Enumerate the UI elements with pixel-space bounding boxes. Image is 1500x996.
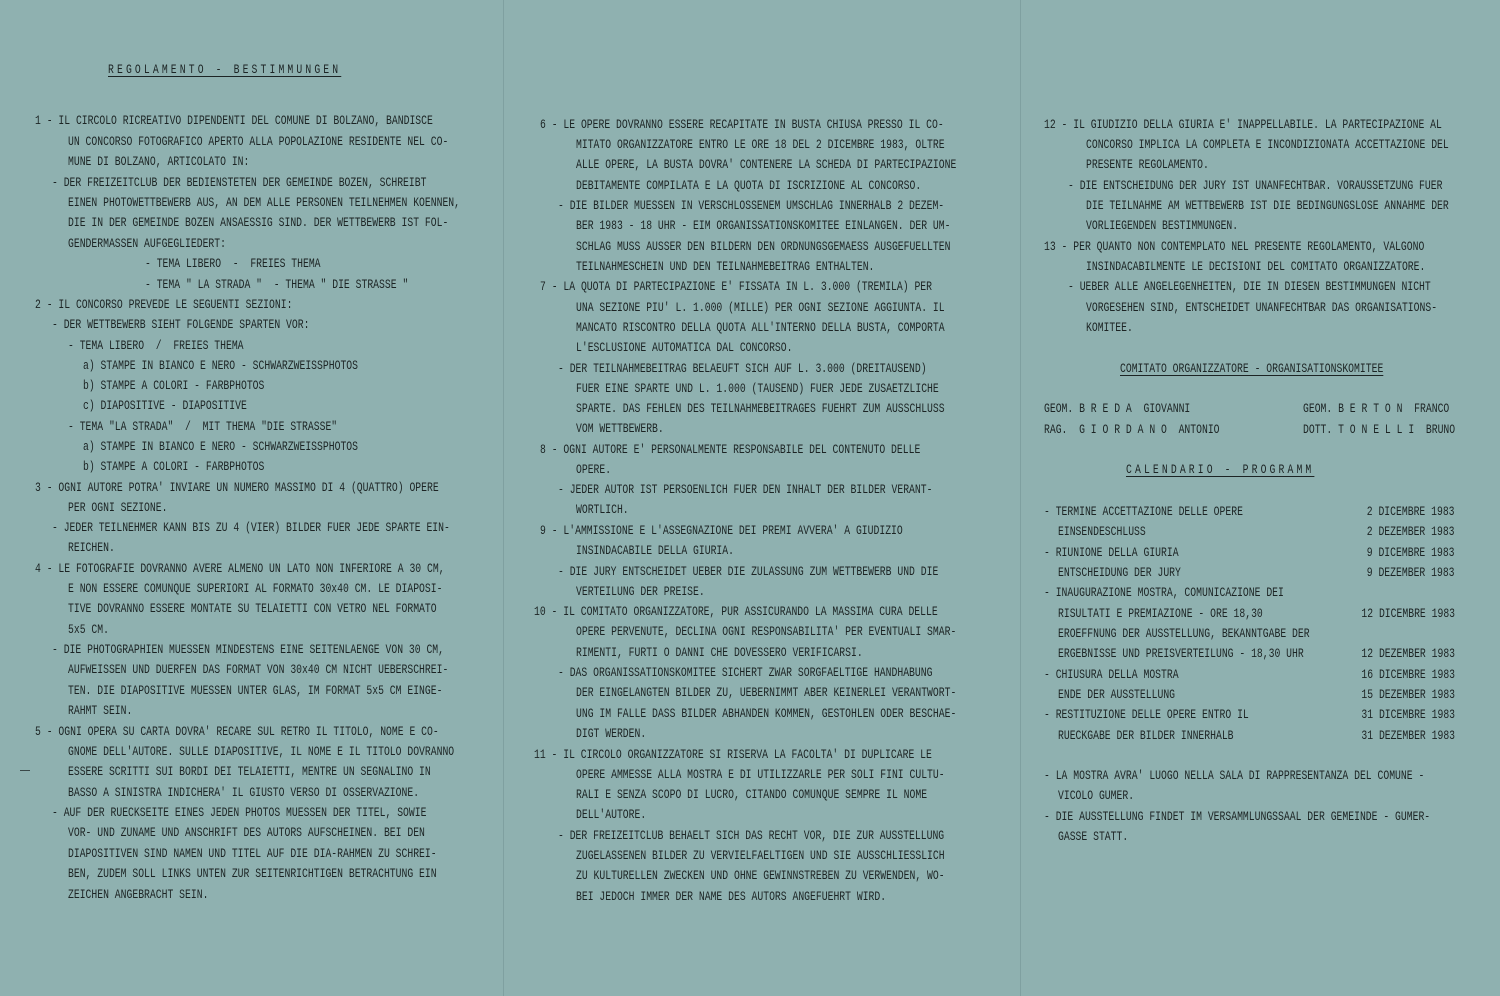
col3-text-line: GASSE STATT.: [1058, 830, 1129, 844]
col1-text-line: 2 - IL CONCORSO PREVEDE LE SEGUENTI SEZIONI:: [35, 298, 293, 312]
fold-line-left: [503, 0, 504, 996]
col1-text-line: - AUF DER RUECKSEITE EINES JEDEN PHOTOS MUESSEN DER TITEL, SOWIE: [52, 806, 427, 820]
col1-text-line: 5x5 CM.: [68, 623, 109, 637]
col2-text-line: UNG IM FALLE DASS BILDER ABHANDEN KOMMEN, GESTOHLEN ODER BESCHAE-: [576, 707, 957, 721]
col1-text-line: TIVE DOVRANNO ESSERE MONTATE SU TELAIETTI CON VETRO NEL FORMATO: [68, 602, 437, 616]
col1-text-line: 1 - IL CIRCOLO RICREATIVO DIPENDENTI DEL COMUNE DI BOLZANO, BANDISCE: [35, 114, 433, 128]
col3-text-line: - CHIUSURA DELLA MOSTRA: [1044, 668, 1179, 682]
col2-text-line: SPARTE. DAS FEHLEN DES TEILNAHMEBEITRAGES FUEHRT ZUM AUSSCHLUSS: [576, 402, 945, 416]
col1-text-line: DIE IN DER GEMEINDE BOZEN ANSAESSIG SIND. DER WETTBEWERB IST FOL-: [68, 216, 449, 230]
col3-text-line: EROEFFNUNG DER AUSSTELLUNG, BEKANNTGABE DER: [1058, 627, 1310, 641]
col3-text-line: - DIE AUSSTELLUNG FINDET IM VERSAMMLUNGSSAAL DER GEMEINDE - GUMER-: [1044, 810, 1431, 824]
col1-text-line: TEN. DIE DIAPOSITIVE MUESSEN UNTER GLAS, IM FORMAT 5x5 CM EINGE-: [68, 684, 443, 698]
col3-text-line: CALENDARIO - PROGRAMM: [1126, 463, 1315, 477]
col2-text-line: 8 - OGNI AUTORE E' PERSONALMENTE RESPONSABILE DEL CONTENUTO DELLE: [540, 443, 921, 457]
col2-text-line: - DIE BILDER MUESSEN IN VERSCHLOSSENEM UMSCHLAG INNERHALB 2 DEZEM-: [558, 199, 945, 213]
col1-text-line: AUFWEISSEN UND DUERFEN DAS FORMAT VON 30x40 CM NICHT UEBERSCHREI-: [68, 663, 449, 677]
col1-text-line: - TEMA " LA STRADA " - THEMA " DIE STRASSE ": [145, 278, 409, 292]
col3-text-line: - RIUNIONE DELLA GIURIA: [1044, 546, 1179, 560]
col2-text-line: UNA SEZIONE PIU' L. 1.000 (MILLE) PER OGNI SEZIONE AGGIUNTA. IL: [576, 301, 945, 315]
col2-text-line: ZU KULTURELLEN ZWECKEN UND OHNE GEWINNSTREBEN ZU VERWENDEN, WO-: [576, 869, 945, 883]
col2-text-line: DER EINGELANGTEN BILDER ZU, UEBERNIMMT ABER KEINERLEI VERANTWORT-: [576, 686, 957, 700]
col3-text-line: VICOLO GUMER.: [1058, 789, 1135, 803]
calendar-date: 16 DICEMBRE 1983: [1361, 668, 1455, 682]
col1-text-line: 4 - LE FOTOGRAFIE DOVRANNO AVERE ALMENO UN LATO NON INFERIORE A 30 CM,: [35, 562, 445, 576]
col1-text-line: - TEMA "LA STRADA" / MIT THEMA "DIE STRASSE": [68, 420, 338, 434]
calendar-date: 15 DEZEMBER 1983: [1361, 688, 1455, 702]
col2-text-line: WORTLICH.: [576, 503, 629, 517]
col1-text-line: GNOME DELL'AUTORE. SULLE DIAPOSITIVE, IL NOME E IL TITOLO DOVRANNO: [68, 745, 455, 759]
col1-text-line: ESSERE SCRITTI SUI BORDI DEI TELAIETTI, MENTRE UN SEGNALINO IN: [68, 765, 431, 779]
col3-text-line: INSINDACABILMENTE LE DECISIONI DEL COMITATO ORGANIZZATORE.: [1086, 260, 1426, 274]
col2-text-line: MANCATO RISCONTRO DELLA QUOTA ALL'INTERNO DELLA BUSTA, COMPORTA: [576, 321, 945, 335]
col1-text-line: - DER FREIZEITCLUB DER BEDIENSTETEN DER GEMEINDE BOZEN, SCHREIBT: [52, 176, 427, 190]
col3-text-line: - TERMINE ACCETTAZIONE DELLE OPERE: [1044, 505, 1243, 519]
col1-text-line: a) STAMPE IN BIANCO E NERO - SCHWARZWEISSPHOTOS: [83, 440, 358, 454]
col2-text-line: - DER FREIZEITCLUB BEHAELT SICH DAS RECHT VOR, DIE ZUR AUSSTELLUNG: [558, 829, 945, 843]
col1-text-line: b) STAMPE A COLORI - FARBPHOTOS: [83, 460, 265, 474]
col3-text-line: VORGESEHEN SIND, ENTSCHEIDET UNANFECHTBAR DAS ORGANISATIONS-: [1086, 301, 1438, 315]
col3-text-line: RISULTATI E PREMIAZIONE - ORE 18,30: [1058, 607, 1263, 621]
col2-text-line: 7 - LA QUOTA DI PARTECIPAZIONE E' FISSATA IN L. 3.000 (TREMILA) PER: [540, 280, 933, 294]
col3-text-line: PRESENTE REGOLAMENTO.: [1086, 158, 1209, 172]
col3-text-line: COMITATO ORGANIZZATORE - ORGANISATIONSKOMITEE: [1120, 362, 1384, 376]
col2-text-line: RIMENTI, FURTI O DANNI CHE DOVESSERO VERIFICARSI.: [576, 646, 863, 660]
col2-text-line: MITATO ORGANIZZATORE ENTRO LE ORE 18 DEL 2 DICEMBRE 1983, OLTRE: [576, 138, 945, 152]
col1-text-line: - TEMA LIBERO / FREIES THEMA: [68, 339, 244, 353]
col2-text-line: - DIE JURY ENTSCHEIDET UEBER DIE ZULASSUNG ZUM WETTBEWERB UND DIE: [558, 565, 939, 579]
col2-text-line: VERTEILUNG DER PREISE.: [576, 585, 705, 599]
col2-text-line: OPERE.: [576, 463, 612, 477]
col3-text-line: 13 - PER QUANTO NON CONTEMPLATO NEL PRESENTE REGOLAMENTO, VALGONO: [1044, 240, 1425, 254]
col3-text-line: 12 - IL GIUDIZIO DELLA GIURIA E' INAPPELLABILE. LA PARTECIPAZIONE AL: [1044, 118, 1442, 132]
col2-text-line: ALLE OPERE, LA BUSTA DOVRA' CONTENERE LA SCHEDA DI PARTECIPAZIONE: [576, 158, 957, 172]
col2-text-line: DEBITAMENTE COMPILATA E LA QUOTA DI ISCRIZIONE AL CONCORSO.: [576, 179, 922, 193]
calendar-date: 9 DEZEMBER 1983: [1367, 566, 1455, 580]
col1-text-line: PER OGNI SEZIONE.: [68, 501, 168, 515]
col1-text-line: BASSO A SINISTRA INDICHERA' IL GIUSTO VERSO DI OSSERVAZIONE.: [68, 786, 420, 800]
calendar-date: 12 DICEMBRE 1983: [1361, 607, 1455, 621]
col2-text-line: BER 1983 - 18 UHR - EIM ORGANISSATIONSKOMITEE EINLANGEN. DER UM-: [576, 219, 951, 233]
col2-text-line: ZUGELASSENEN BILDER ZU VERVIELFAELTIGEN UND SIE AUSSCHLIESSLICH: [576, 849, 945, 863]
col1-text-line: c) DIAPOSITIVE - DIAPOSITIVE: [83, 399, 247, 413]
col2-text-line: VOM WETTBEWERB.: [576, 422, 664, 436]
calendar-date: 31 DICEMBRE 1983: [1361, 708, 1455, 722]
col1-text-line: REGOLAMENTO - BESTIMMUNGEN: [108, 63, 342, 77]
col3-text-line: GEOM. B R E D A GIOVANNI: [1044, 402, 1191, 416]
col1-text-line: E NON ESSERE COMUNQUE SUPERIORI AL FORMATO 30x40 CM. LE DIAPOSI-: [68, 582, 443, 596]
col1-text-line: RAHMT SEIN.: [68, 704, 133, 718]
col3-text-line: - INAUGURAZIONE MOSTRA, COMUNICAZIONE DEI: [1044, 586, 1284, 600]
col2-text-line: DELL'AUTORE.: [576, 808, 647, 822]
col2-text-line: 10 - IL COMITATO ORGANIZZATORE, PUR ASSICURANDO LA MASSIMA CURA DELLE: [534, 605, 938, 619]
margin-mark: [20, 770, 30, 771]
col1-text-line: b) STAMPE A COLORI - FARBPHOTOS: [83, 379, 265, 393]
col1-text-line: - JEDER TEILNEHMER KANN BIS ZU 4 (VIER) BILDER FUER JEDE SPARTE EIN-: [52, 521, 450, 535]
col1-text-line: MUNE DI BOLZANO, ARTICOLATO IN:: [68, 155, 250, 169]
col2-text-line: 11 - IL CIRCOLO ORGANIZZATORE SI RISERVA LA FACOLTA' DI DUPLICARE LE: [534, 748, 932, 762]
col3-text-line: ERGEBNISSE UND PREISVERTEILUNG - 18,30 UHR: [1058, 647, 1304, 661]
col1-text-line: GENDERMASSEN AUFGEGLIEDERT:: [68, 237, 226, 251]
col2-text-line: SCHLAG MUSS AUSSER DEN BILDERN DEN ORDNUNGSGEMAESS AUSGEFUELLTEN: [576, 240, 951, 254]
calendar-date: 2 DICEMBRE 1983: [1367, 505, 1455, 519]
col1-text-line: EINEN PHOTOWETTBEWERB AUS, AN DEM ALLE PERSONEN TEILNEHMEN KOENNEN,: [68, 196, 461, 210]
col2-text-line: - DAS ORGANISSATIONSKOMITEE SICHERT ZWAR SORGFAELTIGE HANDHABUNG: [558, 666, 933, 680]
col2-text-line: - DER TEILNAHMEBEITRAG BELAEUFT SICH AUF L. 3.000 (DREITAUSEND): [558, 362, 927, 376]
calendar-date: 9 DICEMBRE 1983: [1367, 546, 1455, 560]
col2-text-line: L'ESCLUSIONE AUTOMATICA DAL CONCORSO.: [576, 341, 793, 355]
col3-text-line: - DIE ENTSCHEIDUNG DER JURY IST UNANFECHTBAR. VORAUSSETZUNG FUER: [1068, 179, 1443, 193]
col3-text-line: EINSENDESCHLUSS: [1058, 525, 1146, 539]
col1-text-line: BEN, ZUDEM SOLL LINKS UNTEN ZUR SEITENRICHTIGEN BETRACHTUNG EIN: [68, 867, 437, 881]
col2-text-line: OPERE PERVENUTE, DECLINA OGNI RESPONSABILITA' PER EVENTUALI SMAR-: [576, 625, 957, 639]
col2-text-line: DIGT WERDEN.: [576, 727, 647, 741]
col3-text-line: DOTT. T O N E L L I BRUNO: [1303, 423, 1456, 437]
col3-text-line: - UEBER ALLE ANGELEGENHEITEN, DIE IN DIESEN BESTIMMUNGEN NICHT: [1068, 280, 1431, 294]
col3-text-line: DIE TEILNAHME AM WETTBEWERB IST DIE BEDINGUNGSLOSE ANNAHME DER: [1086, 199, 1449, 213]
col3-text-line: VORLIEGENDEN BESTIMMUNGEN.: [1086, 219, 1239, 233]
col2-text-line: RALI E SENZA SCOPO DI LUCRO, CITANDO COMUNQUE SEMPRE IL NOME: [576, 788, 928, 802]
col1-text-line: - DER WETTBEWERB SIEHT FOLGENDE SPARTEN VOR:: [52, 318, 310, 332]
col3-text-line: CONCORSO IMPLICA LA COMPLETA E INCONDIZIONATA ACCETTAZIONE DEL: [1086, 138, 1449, 152]
col3-text-line: KOMITEE.: [1086, 321, 1133, 335]
col2-text-line: FUER EINE SPARTE UND L. 1.000 (TAUSEND) FUER JEDE ZUSAETZLICHE: [576, 382, 939, 396]
col2-text-line: 9 - L'AMMISSIONE E L'ASSEGNAZIONE DEI PREMI AVVERA' A GIUDIZIO: [540, 524, 903, 538]
col1-text-line: - DIE PHOTOGRAPHIEN MUESSEN MINDESTENS EINE SEITENLAENGE VON 30 CM,: [52, 643, 445, 657]
col3-text-line: RUECKGABE DER BILDER INNERHALB: [1058, 729, 1234, 743]
col1-text-line: 5 - OGNI OPERA SU CARTA DOVRA' RECARE SUL RETRO IL TITOLO, NOME E CO-: [35, 725, 439, 739]
col3-text-line: - LA MOSTRA AVRA' LUOGO NELLA SALA DI RAPPRESENTANZA DEL COMUNE -: [1044, 769, 1425, 783]
col3-text-line: GEOM. B E R T O N FRANCO: [1303, 402, 1450, 416]
calendar-date: 31 DEZEMBER 1983: [1361, 729, 1455, 743]
col2-text-line: OPERE AMMESSE ALLA MOSTRA E DI UTILIZZARLE PER SOLI FINI CULTU-: [576, 768, 945, 782]
col1-text-line: DIAPOSITIVEN SIND NAMEN UND TITEL AUF DIE DIA-RAHMEN ZU SCHREI-: [68, 847, 437, 861]
col2-text-line: 6 - LE OPERE DOVRANNO ESSERE RECAPITATE IN BUSTA CHIUSA PRESSO IL CO-: [540, 118, 944, 132]
col2-text-line: - JEDER AUTOR IST PERSOENLICH FUER DEN INHALT DER BILDER VERANT-: [558, 483, 933, 497]
col1-text-line: 3 - OGNI AUTORE POTRA' INVIARE UN NUMERO MASSIMO DI 4 (QUATTRO) OPERE: [35, 481, 439, 495]
col2-text-line: BEI JEDOCH IMMER DER NAME DES AUTORS ANGEFUEHRT WIRD.: [576, 890, 887, 904]
col1-text-line: UN CONCORSO FOTOGRAFICO APERTO ALLA POPOLAZIONE RESIDENTE NEL CO-: [68, 135, 449, 149]
col2-text-line: TEILNAHMESCHEIN UND DEN TEILNAHMEBEITRAG ENTHALTEN.: [576, 260, 875, 274]
calendar-date: 12 DEZEMBER 1983: [1361, 647, 1455, 661]
col1-text-line: VOR- UND ZUNAME UND ANSCHRIFT DES AUTORS AUFSCHEINEN. BEI DEN: [68, 826, 425, 840]
col1-text-line: ZEICHEN ANGEBRACHT SEIN.: [68, 888, 209, 902]
col1-text-line: a) STAMPE IN BIANCO E NERO - SCHWARZWEISSPHOTOS: [83, 359, 358, 373]
fold-line-right: [1020, 0, 1021, 996]
col1-text-line: REICHEN.: [68, 541, 115, 555]
calendar-date: 2 DEZEMBER 1983: [1367, 525, 1455, 539]
col2-text-line: INSINDACABILE DELLA GIURIA.: [576, 544, 734, 558]
col3-text-line: RAG. G I O R D A N O ANTONIO: [1044, 423, 1220, 437]
col1-text-line: - TEMA LIBERO - FREIES THEMA: [145, 257, 321, 271]
col3-text-line: - RESTITUZIONE DELLE OPERE ENTRO IL: [1044, 708, 1249, 722]
col3-text-line: ENDE DER AUSSTELLUNG: [1058, 688, 1176, 702]
col3-text-line: ENTSCHEIDUNG DER JURY: [1058, 566, 1181, 580]
